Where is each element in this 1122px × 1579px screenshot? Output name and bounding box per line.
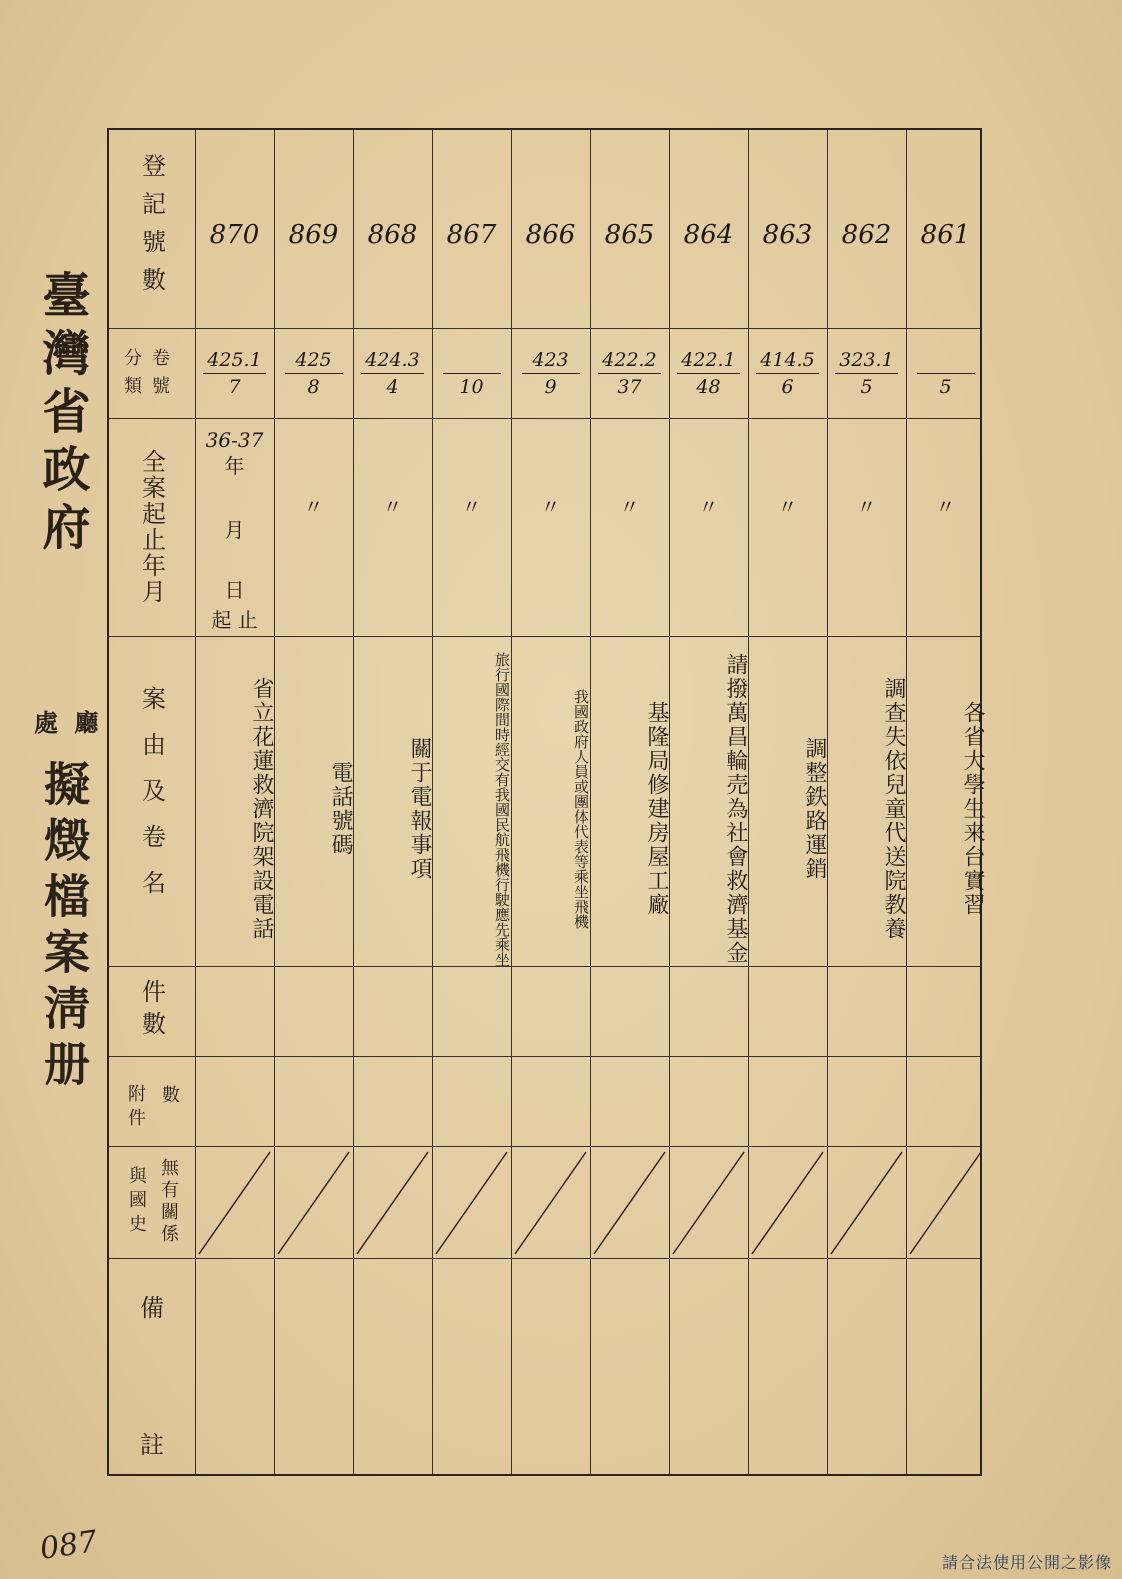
period-ditto: 〃 bbox=[777, 494, 798, 519]
header-attachments: 附件 數 bbox=[125, 1084, 180, 1132]
header-history: 與國史 無有關係 bbox=[126, 1158, 179, 1246]
reg-number: 869 bbox=[288, 220, 339, 250]
class-number-top: 423 bbox=[522, 349, 580, 374]
header-reason: 案由及卷名 bbox=[137, 686, 166, 916]
history-slash bbox=[195, 1146, 274, 1258]
class-number bbox=[748, 328, 827, 418]
header-period: 全案起止年月 bbox=[137, 449, 166, 605]
page-number: 087 bbox=[37, 1524, 100, 1567]
period-ditto: 〃 bbox=[698, 494, 719, 519]
history-slash-line bbox=[199, 1152, 270, 1254]
history-slash-line bbox=[515, 1152, 586, 1254]
period-month: 月 bbox=[224, 518, 245, 542]
history-slash bbox=[511, 1146, 590, 1258]
class-number-top: 323.1 bbox=[835, 349, 897, 374]
class-number-top: 425 bbox=[285, 349, 343, 374]
dept-suffix bbox=[34, 708, 102, 738]
class-number bbox=[827, 328, 906, 418]
class-number bbox=[432, 328, 511, 418]
reg-number: 866 bbox=[525, 220, 576, 250]
case-reason: 各省大學生来台實習 bbox=[960, 701, 985, 917]
case-reason: 我國政府人員或團体代表等乘坐飛機 bbox=[572, 689, 590, 929]
history-slash-line bbox=[910, 1152, 981, 1254]
class-number bbox=[353, 328, 432, 418]
case-reason: 省立花蓮救濟院架設電話 bbox=[249, 677, 274, 941]
history-slash-line bbox=[357, 1152, 428, 1254]
history-slash-line bbox=[673, 1152, 744, 1254]
history-slash-line bbox=[752, 1152, 823, 1254]
history-slash bbox=[590, 1146, 669, 1258]
reg-number: 864 bbox=[683, 220, 734, 250]
class-number-bottom: 10 bbox=[459, 375, 484, 398]
class-number-bottom: 8 bbox=[307, 375, 320, 398]
history-slash bbox=[827, 1146, 906, 1258]
class-number-bottom: 4 bbox=[386, 375, 399, 398]
case-reason: 調整鉄路運銷 bbox=[802, 737, 827, 881]
period-ditto: 〃 bbox=[935, 494, 956, 519]
class-number-bottom: 6 bbox=[781, 375, 794, 398]
dept-suffix-2: 廳 bbox=[74, 708, 103, 737]
case-reason: 電話號碼 bbox=[328, 761, 353, 857]
history-slash bbox=[748, 1146, 827, 1258]
period-day: 日 bbox=[224, 578, 245, 602]
history-slash bbox=[906, 1146, 985, 1258]
period-start-end: 起 止 bbox=[211, 608, 258, 632]
period-start: 36-37 bbox=[205, 428, 264, 452]
case-reason: 基隆局修建房屋工廠 bbox=[644, 701, 669, 917]
document-title: 臺灣省政府 bbox=[34, 270, 90, 560]
history-slash bbox=[432, 1146, 511, 1258]
header-class-no: 分卷 類號 bbox=[124, 348, 180, 397]
class-number-bottom: 9 bbox=[544, 375, 557, 398]
period-ditto: 〃 bbox=[540, 494, 561, 519]
class-number-top: 414.5 bbox=[756, 349, 818, 374]
reg-number: 867 bbox=[446, 220, 497, 250]
footer-stamp: 請合法使用公開之影像 bbox=[941, 1553, 1112, 1572]
history-slash bbox=[669, 1146, 748, 1258]
class-number-top: 422.1 bbox=[677, 349, 739, 374]
class-number-bottom: 7 bbox=[228, 375, 241, 398]
class-number-top bbox=[917, 349, 975, 374]
class-number bbox=[669, 328, 748, 418]
history-slash-line bbox=[594, 1152, 665, 1254]
header-reg-no: 登記號數 bbox=[137, 153, 166, 305]
class-number bbox=[511, 328, 590, 418]
class-number-top bbox=[443, 349, 501, 374]
history-slash-line bbox=[278, 1152, 349, 1254]
reg-number: 861 bbox=[920, 220, 971, 250]
class-number-top: 425.1 bbox=[203, 349, 265, 374]
history-slash bbox=[353, 1146, 432, 1258]
reg-number: 863 bbox=[762, 220, 813, 250]
class-number-bottom: 37 bbox=[617, 375, 642, 398]
period-ditto: 〃 bbox=[461, 494, 482, 519]
register-title: 擬燬檔案淸册 bbox=[37, 760, 91, 1096]
reg-number: 870 bbox=[209, 220, 260, 250]
period-cell bbox=[195, 418, 274, 636]
reg-number: 865 bbox=[604, 220, 655, 250]
records-table bbox=[107, 128, 985, 1476]
header-count: 件數 bbox=[137, 979, 166, 1043]
class-number bbox=[274, 328, 353, 418]
reg-number: 868 bbox=[367, 220, 418, 250]
history-slash-line bbox=[436, 1152, 507, 1254]
case-reason: 旅行國際間時經交有我國民航飛機行駛應先乘坐 bbox=[493, 651, 511, 967]
class-number bbox=[590, 328, 669, 418]
period-ditto: 〃 bbox=[856, 494, 877, 519]
dept-suffix-1: 處 bbox=[34, 708, 62, 737]
class-number-bottom: 48 bbox=[696, 375, 721, 398]
history-slash bbox=[274, 1146, 353, 1258]
period-ditto: 〃 bbox=[619, 494, 640, 519]
case-reason: 關于電報事項 bbox=[407, 737, 432, 881]
reg-number: 862 bbox=[841, 220, 892, 250]
period-ditto: 〃 bbox=[303, 494, 324, 519]
class-number bbox=[195, 328, 274, 418]
period-year: 年 bbox=[224, 454, 245, 478]
class-number-bottom: 5 bbox=[860, 375, 873, 398]
class-number-top: 422.2 bbox=[598, 349, 660, 374]
header-remarks: 備 註 bbox=[140, 1294, 164, 1459]
class-number-top: 424.3 bbox=[361, 349, 423, 374]
history-slash-line bbox=[831, 1152, 902, 1254]
case-reason: 調查失依兒童代送院教養 bbox=[881, 677, 906, 941]
case-reason: 請撥萬昌輪売為社會救濟基金 bbox=[723, 653, 748, 965]
period-ditto: 〃 bbox=[382, 494, 403, 519]
class-number bbox=[906, 328, 985, 418]
class-number-bottom: 5 bbox=[939, 375, 952, 398]
